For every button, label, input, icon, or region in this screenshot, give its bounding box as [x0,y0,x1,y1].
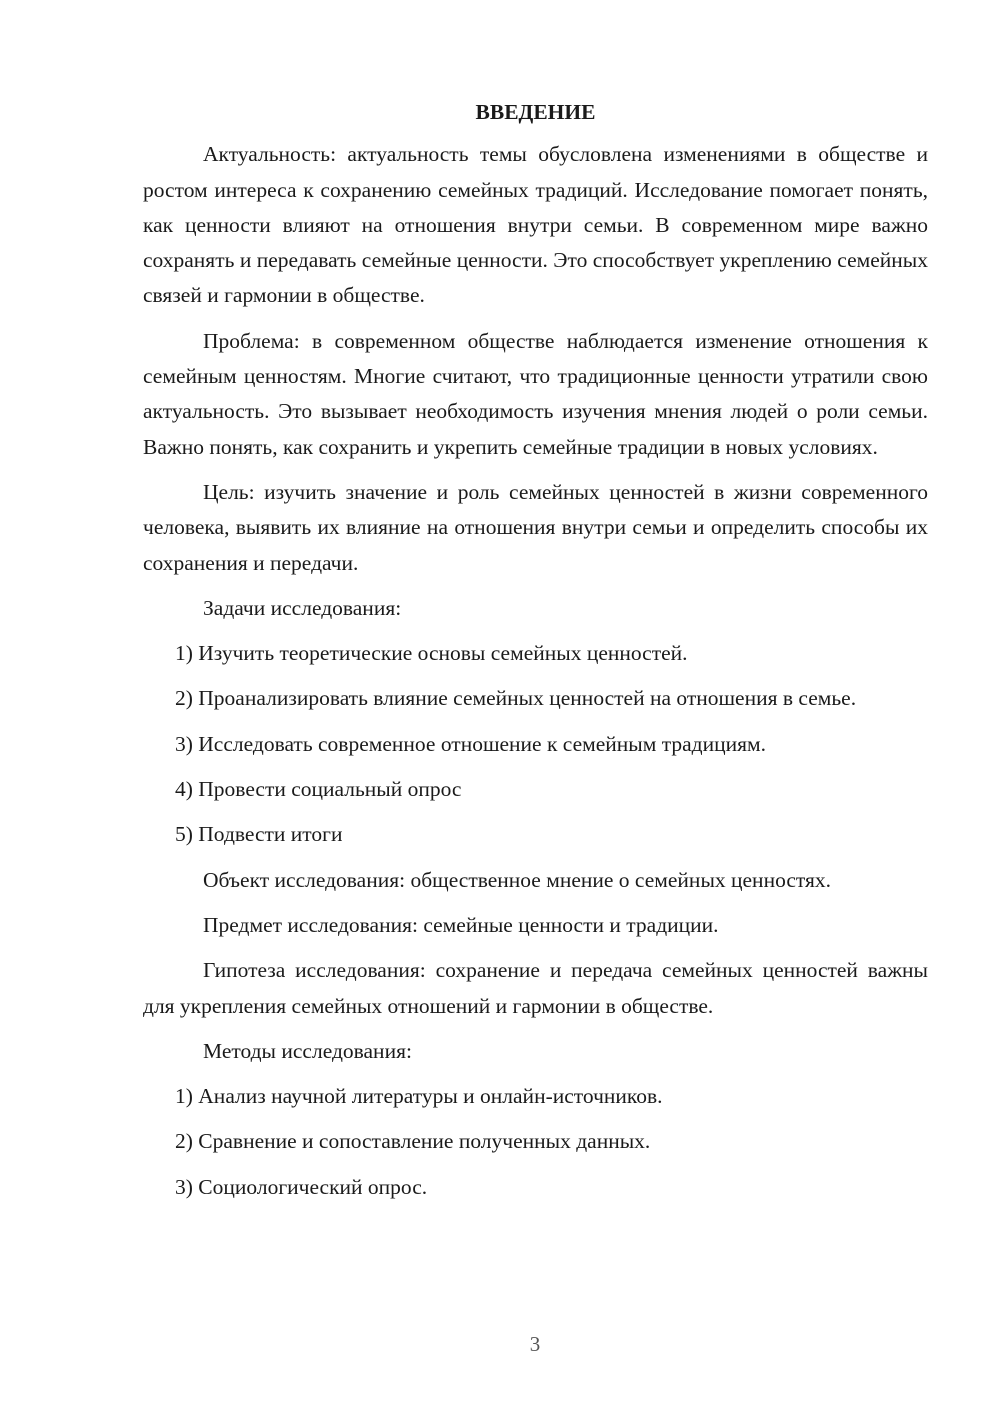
method-item: 3) Социологический опрос. [175,1174,428,1199]
task-item: 4) Провести социальный опрос [175,777,462,802]
page-number: 3 [529,1332,541,1356]
hypothesis-paragraph: Гипотеза исследования: сохранение и передача семейных ценностей важны для укрепления семейных отношений и гармонии в обществе. [143,958,928,1018]
goal-paragraph: Цель: изучить значение и роль семейных ценностей в жизни современного человека, выявить их влияние на отношения внутри семьи и определить способы их сохранения и передачи. [143,479,928,575]
task-item: 5) Подвести итоги [175,822,343,847]
tasks-title: Задачи исследования: [203,595,402,620]
object-paragraph: Объект исследования: общественное мнение о семейных ценностях. [203,867,832,892]
page-content [143,95,928,1215]
task-item: 1) Изучить теоретические основы семейных ценностей. [175,641,688,666]
subject-paragraph: Предмет исследования: семейные ценности и традиции. [203,912,719,937]
page-heading: ВВЕДЕНИЕ [475,100,596,124]
relevance-paragraph: Актуальность: актуальность темы обусловлена изменениями в обществе и ростом интереса к сохранению семейных традиций. Исследование помогает понять, как ценности влияют на отношения внутри семьи. В современном мире важно сохранять и передавать семейные ценности. Это способствует укреплению семейных связей и гармонии в обществе. [143,142,928,308]
method-item: 2) Сравнение и сопоставление полученных данных. [175,1129,651,1154]
task-item: 2) Проанализировать влияние семейных ценностей на отношения в семье. [175,686,857,711]
method-item: 1) Анализ научной литературы и онлайн-источников. [175,1084,663,1109]
task-item: 3) Исследовать современное отношение к семейным традициям. [175,731,767,756]
problem-paragraph: Проблема: в современном обществе наблюдается изменение отношения к семейным ценностям. Многие считают, что традиционные ценности утратили свою актуальность. Это вызывает необходимость изучения мнения людей о роли семьи. Важно понять, как сохранить и укрепить семейные традиции в новых условиях. [143,328,928,459]
methods-title: Методы исследования: [203,1038,412,1063]
